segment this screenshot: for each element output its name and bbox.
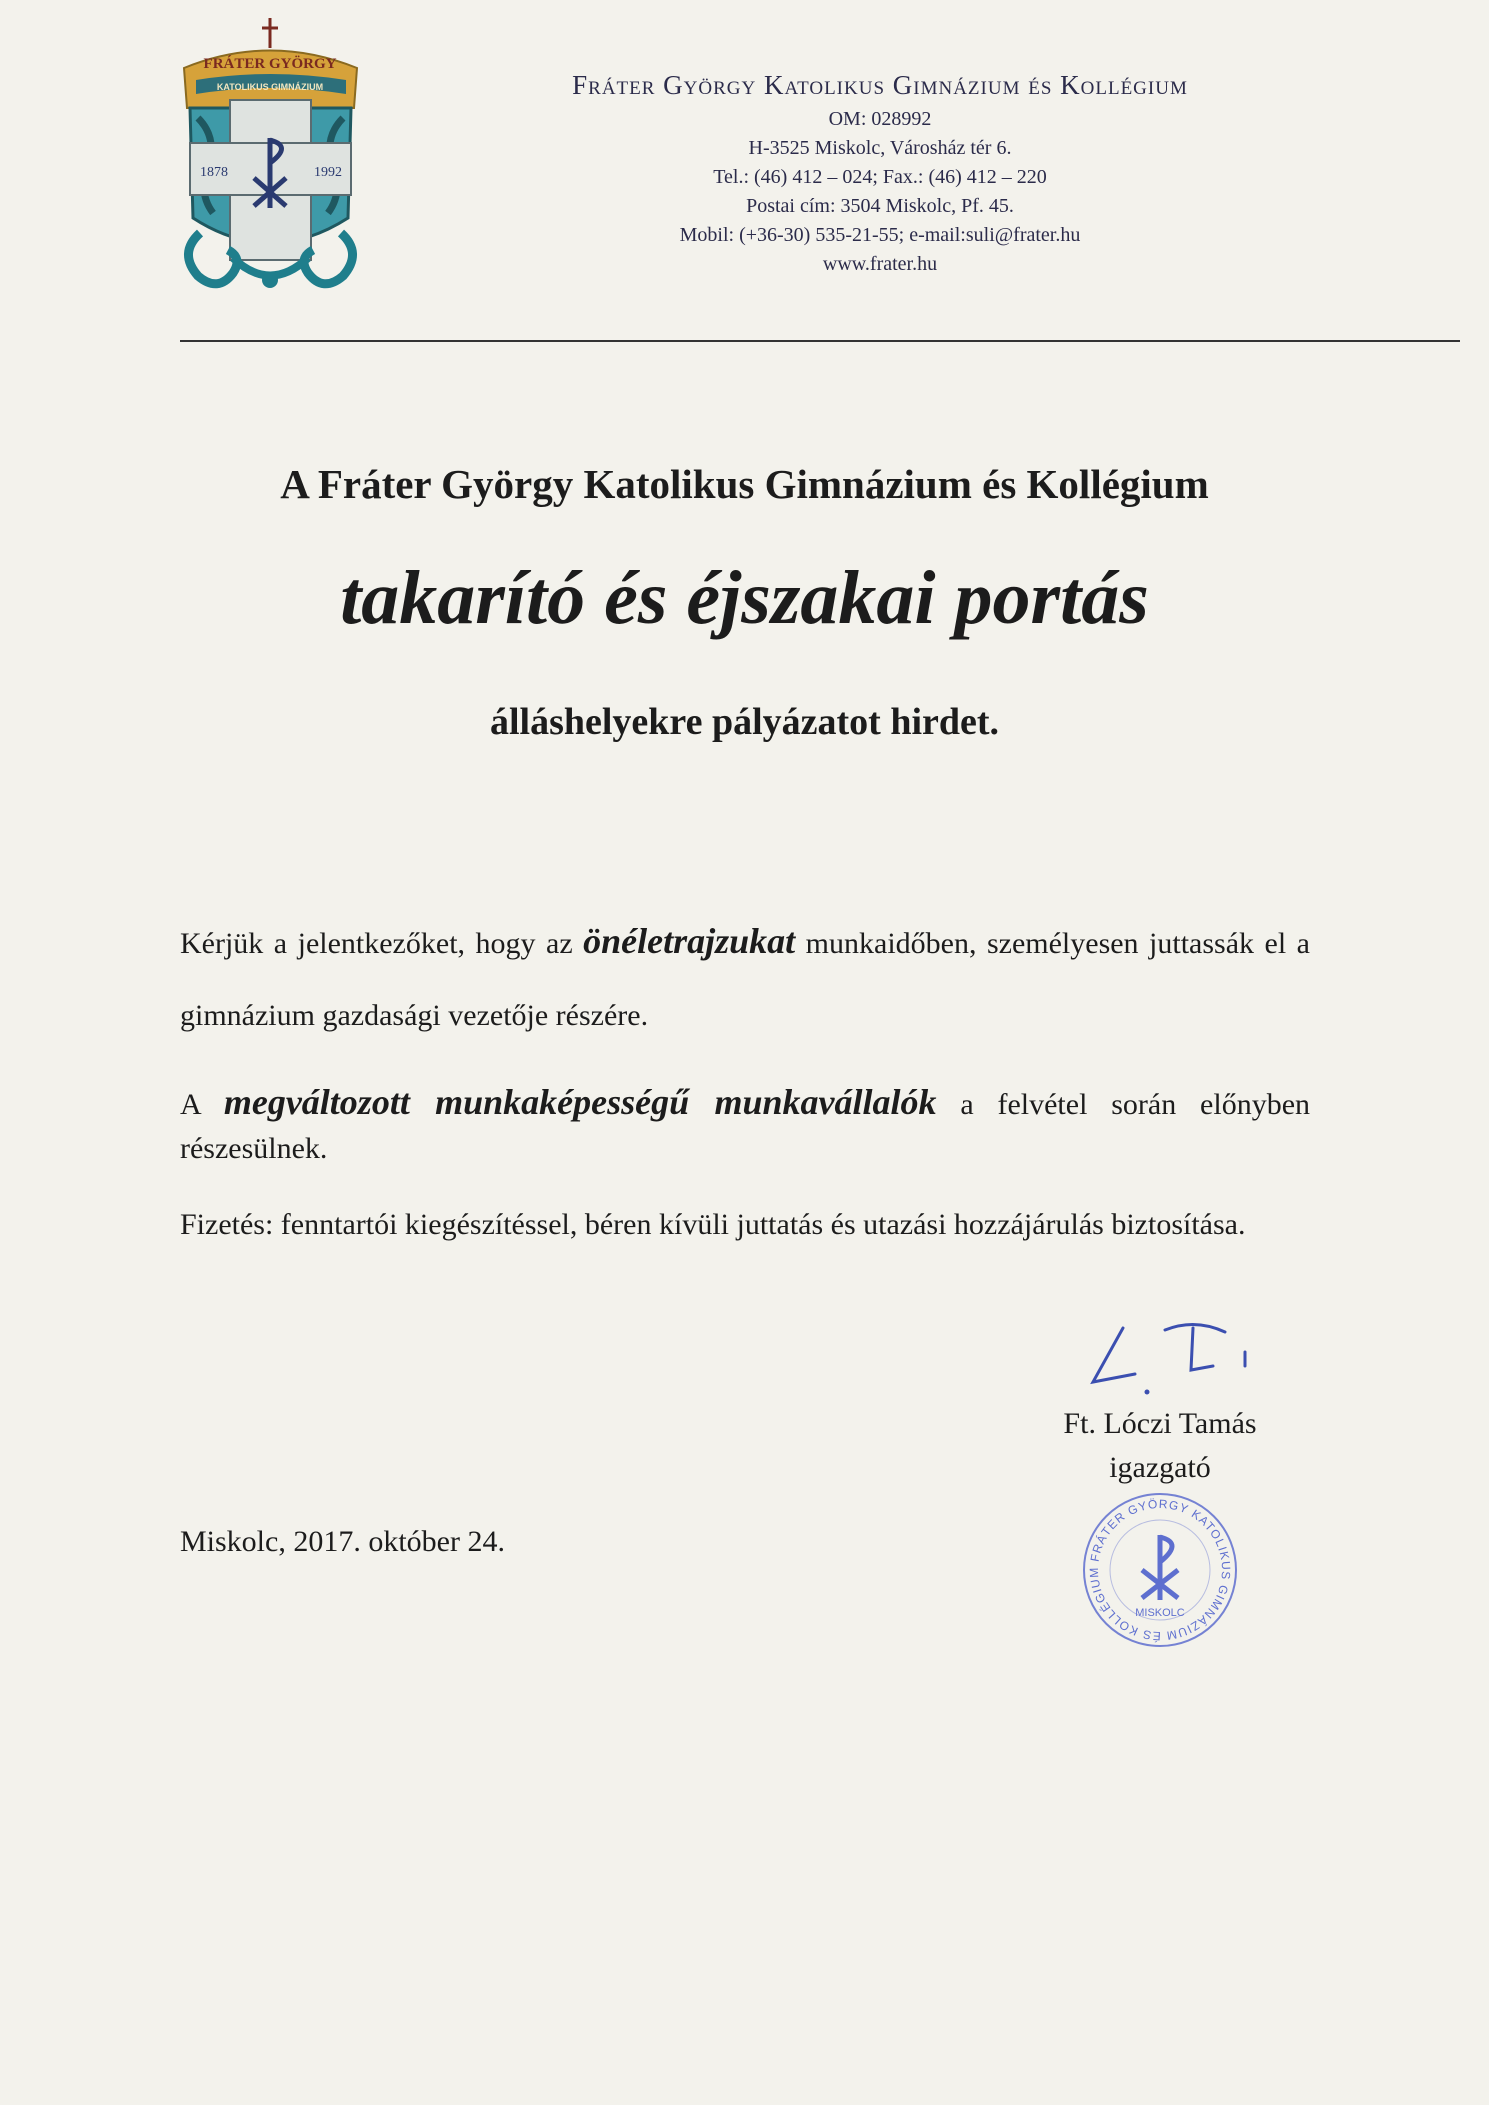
p1-emphasis: önéletrajzukat (583, 921, 796, 961)
letterhead-phone: Tel.: (46) 412 – 024; Fax.: (46) 412 – 220 (713, 166, 1047, 188)
svg-text:KATOLIKUS GIMNÁZIUM: KATOLIKUS GIMNÁZIUM (216, 82, 324, 92)
header-divider (180, 340, 1460, 342)
letterhead-school-name: Fráter György Katolikus Gimnázium és Kollégium (572, 70, 1188, 100)
p2-text-after: a felvétel során előnyben részesülnek. (180, 1088, 1311, 1165)
p2-emphasis: megváltozott munkaképességű munkavállalók (223, 1082, 937, 1122)
letterhead-website: www.frater.hu (822, 253, 938, 275)
heading-announcement: álláshelyekre pályázatot hirdet. (489, 701, 1000, 743)
letterhead-postal: Postai cím: 3504 Miskolc, Pf. 45. (746, 195, 1014, 217)
letterhead-address: H-3525 Miskolc, Városház tér 6. (748, 137, 1012, 159)
school-crest-logo (178, 18, 363, 318)
signatory-name: Ft. Lóczi Tamás (1063, 1407, 1257, 1440)
heading-positions: takarító és éjszakai portás (340, 556, 1149, 640)
svg-text:FRÁTER GYÖRGY: FRÁTER GYÖRGY (203, 56, 337, 72)
heading-institution: A Fráter György Katolikus Gimnázium és Kollégium (280, 461, 1209, 507)
p2-text-before: A (180, 1088, 224, 1121)
document-date: Miskolc, 2017. október 24. (180, 1525, 505, 1558)
svg-text:1878: 1878 (200, 165, 228, 180)
p1-text-before: Kérjük a jelentkezőket, hogy az (180, 927, 584, 960)
svg-text:FRÁTER GYÖRGY KATOLIKUS GIMNÁZ: FRÁTER GYÖRGY KATOLIKUS GIMNÁZIUM ÉS KOLLÉGIUM (1086, 1496, 1234, 1644)
signatory-title: igazgató (1109, 1451, 1211, 1484)
paragraph-cv-request (180, 905, 1310, 1052)
p1-text-after: munkaidőben, személyesen juttassák el a gimnázium gazdasági vezetője részére. (180, 927, 1310, 1032)
handwritten-signature (1085, 1310, 1265, 1405)
paragraph-preference (180, 1080, 1310, 1171)
letterhead-om: OM: 028992 (828, 108, 932, 130)
signatory (1020, 1402, 1300, 1490)
paragraph-salary: Fizetés: fenntartói kiegészítéssel, béren kívüli juttatás és utazási hozzájárulás biztosítása. (180, 1208, 1246, 1241)
svg-text:MISKOLC: MISKOLC (1135, 1607, 1185, 1619)
svg-text:1992: 1992 (314, 165, 342, 180)
official-stamp (1080, 1490, 1240, 1650)
letterhead-mobile-email: Mobil: (+36-30) 535-21-55; e-mail:suli@frater.hu (679, 224, 1081, 246)
letterhead (430, 70, 1330, 279)
